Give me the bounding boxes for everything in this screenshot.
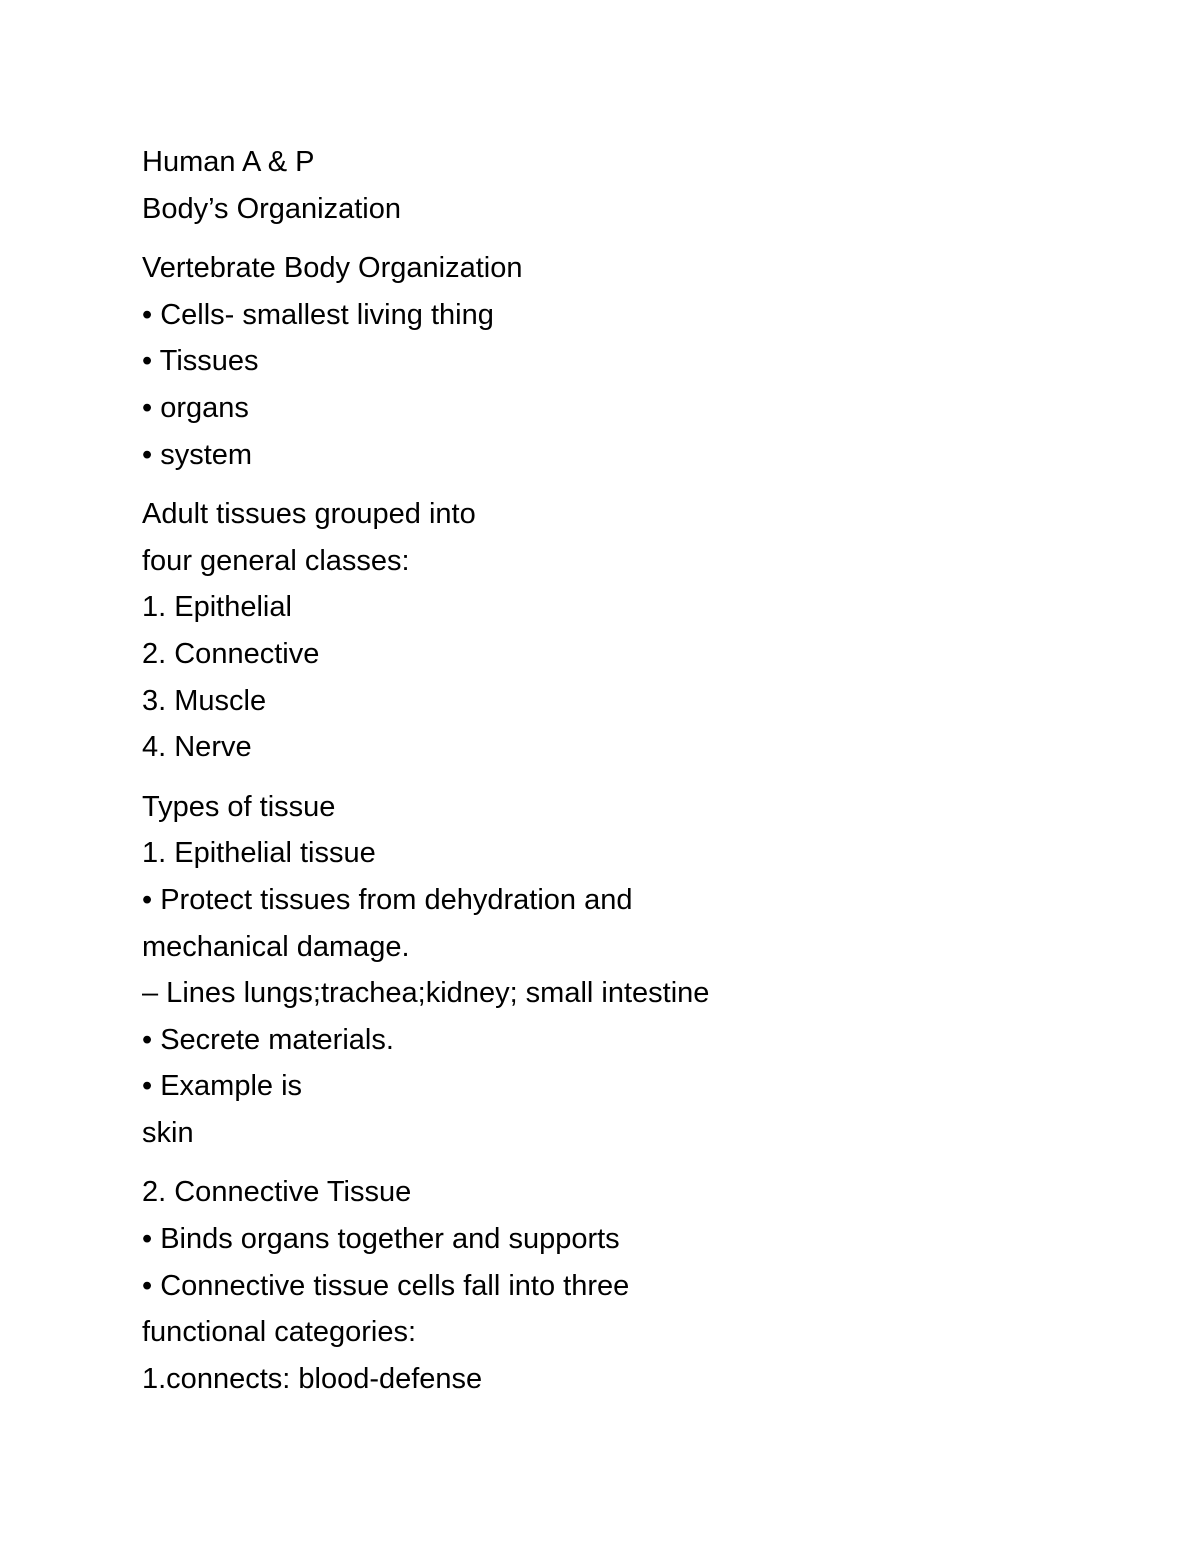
types-of-tissue-section	[142, 784, 1142, 1157]
document-title: Human A & P	[142, 146, 315, 178]
numbered-item: 1.connects: blood-defense	[142, 1362, 483, 1395]
bullet-item: • organs	[142, 391, 249, 424]
numbered-item: 3. Muscle	[142, 684, 267, 717]
adult-tissues-section	[142, 491, 1142, 771]
text-line: four general classes:	[142, 544, 410, 577]
vertebrate-organization-section	[142, 245, 1142, 478]
section-heading: Types of tissue	[142, 790, 336, 823]
numbered-item: 1. Epithelial	[142, 591, 292, 624]
numbered-item: 4. Nerve	[142, 731, 252, 764]
text-line: mechanical damage.	[142, 930, 410, 963]
bullet-item: • system	[142, 438, 253, 471]
text-line: Adult tissues grouped into	[142, 498, 476, 531]
text-line: functional categories:	[142, 1316, 417, 1349]
numbered-item: 1. Epithelial tissue	[142, 837, 376, 870]
bullet-item: • Connective tissue cells fall into three	[142, 1269, 630, 1302]
section-heading: Vertebrate Body Organization	[142, 252, 523, 285]
connective-tissue-section	[142, 1169, 1142, 1402]
bullet-item: • Protect tissues from dehydration and	[142, 883, 633, 916]
bullet-item: • Cells- smallest living thing	[142, 298, 494, 331]
dash-item: – Lines lungs;trachea;kidney; small intestine	[142, 977, 710, 1010]
bullet-item: • Example is	[142, 1070, 303, 1103]
bullet-item: • Binds organs together and supports	[142, 1223, 620, 1256]
numbered-item: 2. Connective	[142, 637, 320, 670]
numbered-item: 2. Connective Tissue	[142, 1176, 412, 1209]
document-subtitle: Body’s Organization	[142, 192, 402, 225]
bullet-item: • Tissues	[142, 345, 259, 378]
title-block	[142, 139, 1142, 232]
bullet-item: • Secrete materials.	[142, 1023, 394, 1056]
text-line: skin	[142, 1116, 194, 1149]
document-body	[142, 139, 1142, 1415]
